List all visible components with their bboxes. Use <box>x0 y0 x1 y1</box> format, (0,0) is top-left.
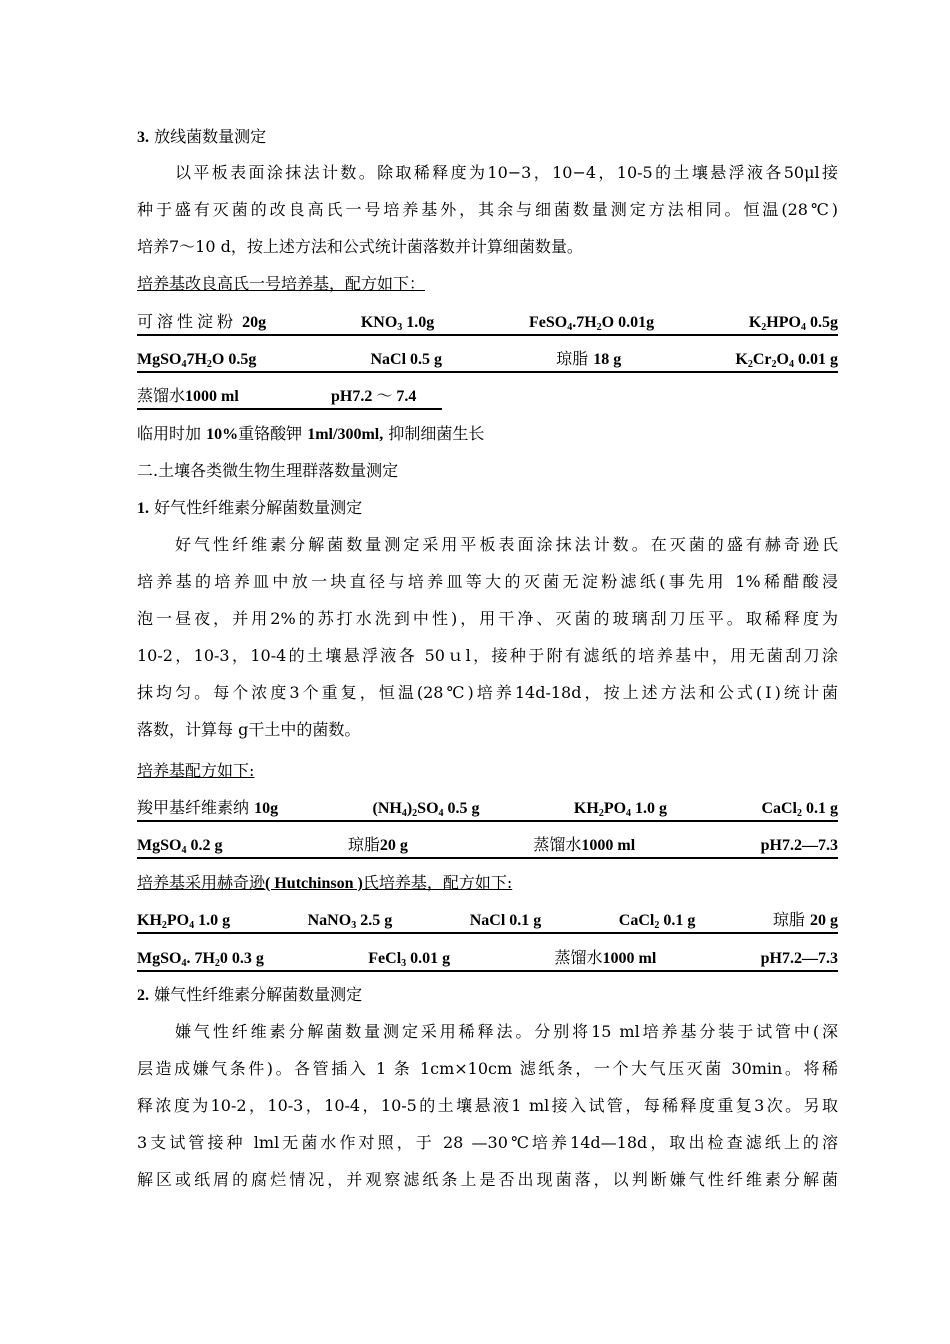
formula-item: 蒸馏水1000 ml <box>137 386 239 405</box>
subheading-1: 1. 好气性纤维素分解菌数量测定 <box>137 498 363 517</box>
paragraph-line: 好气性纤维素分解菌数量测定采用平板表面涂抹法计数。在灭菌的盛有赫奇逊氏 <box>175 535 838 554</box>
paragraph-line: 层造成嫌气条件)。各管插入 1 条 1cm×10cm 滤纸条，一个大气压灭菌 30min。将稀 <box>137 1059 838 1078</box>
formula-item: NaCl 0.1 g <box>469 912 542 929</box>
formula-item: NaNO$_3$ 2.5 g <box>307 912 393 931</box>
heading-text: 放线菌数量测定 <box>154 127 267 146</box>
paragraph-line: 3支试管接种 lml无菌水作对照，于 28 —30℃培养14d—18d，取出检查滤纸上的溶 <box>137 1133 838 1152</box>
paragraph-line: 种于盛有灭菌的改良高氏一号培养基外，其余与细菌数量测定方法相同。恒温(28℃) <box>137 200 838 219</box>
paragraph-line: 解区或纸屑的腐烂情况，并观察滤纸条上是否出现菌落，以判断嫌气性纤维素分解菌 <box>137 1170 838 1189</box>
formula-item: 羧甲基纤维素纳 10g <box>137 798 279 817</box>
formula-item: $K_2Cr_2O_4$ 0.01 g <box>735 351 838 370</box>
paragraph-line: 培养7～10 d，按上述方法和公式统计菌落数并计算细菌数量。 <box>137 237 583 256</box>
formula-item: 蒸馏水1000 ml <box>533 835 636 854</box>
formula-item: 琼脂 20 g <box>772 910 838 929</box>
formula-item: 可溶性淀粉 20g <box>137 312 267 331</box>
formula-item: $KH_2PO_4$ 1.0 g <box>137 912 231 931</box>
medium-title <box>137 273 838 297</box>
formula-item: pH7.2—7.3 <box>760 950 838 967</box>
formula-row <box>137 796 838 822</box>
formula-row <box>137 310 838 336</box>
formula-item: MgSO$_4$ 0.2 g <box>137 837 223 856</box>
formula-item: $KNO_3$ 1.0g <box>360 314 435 333</box>
medium-title: 培养基配方如下: <box>137 761 255 780</box>
paragraph-line: 嫌气性纤维素分解菌数量测定采用稀释法。分别将15 ml培养基分装于试管中(深 <box>175 1022 838 1041</box>
formula-item: FeCl$_3$ 0.01 g <box>368 950 451 969</box>
section-heading-3 <box>137 126 838 150</box>
formula-item: NaCl 0.5 g <box>370 351 443 368</box>
formula-item: CaCl$_2$ 0.1 g <box>761 800 838 819</box>
formula-item: $(NH_4)_2SO_4$ 0.5 g <box>372 800 480 819</box>
heading-number: 3. <box>137 129 149 146</box>
paragraph-line: 以平板表面涂抹法计数。除取稀释度为10−3，10−4，10-5的土壤悬浮液各50μl接 <box>175 163 838 182</box>
formula-item: 琼脂 18 g <box>556 349 622 368</box>
formula-item: $FeSO_4.7H_2O$ 0.01g <box>529 314 655 333</box>
formula-item: MgSO$_4$. $7H_20$ 0.3 g <box>137 950 264 969</box>
formula-item: $K_2HPO_4$ 0.5g <box>748 314 838 333</box>
paragraph-line: 泡一昼夜，并用2%的苏打水洗到中性)，用干净、灭菌的玻璃刮刀压平。取稀释度为 <box>137 609 838 628</box>
formula-item: 琼脂20 g <box>347 835 408 854</box>
note-line: 临用时加 10%重铬酸钾 1ml/300ml, 抑制细菌生长 <box>137 424 485 443</box>
paragraph-line: 释浓度为10-2，10-3，10-4，10-5的土壤悬液1 ml接入试管，每稀释度重复3次。另取 <box>137 1096 838 1115</box>
formula-item: CaCl$_2$ 0.1 g <box>618 912 696 931</box>
formula-row <box>137 908 838 934</box>
paragraph-line: 10-2，10-3，10-4的土壤悬浮液各 50ｕl，接种于附有滤纸的培养基中，用无菌刮刀涂 <box>137 646 838 665</box>
formula-row <box>137 347 838 373</box>
subheading-2: 2. 嫌气性纤维素分解菌数量测定 <box>137 985 363 1004</box>
formula-item: pH7.2—7.3 <box>760 837 838 854</box>
paragraph-line: 培养基的培养皿中放一块直径与培养皿等大的灭菌无淀粉滤纸(事先用 1%稀醋酸浸 <box>137 572 838 591</box>
formula-row <box>137 946 838 972</box>
formula-row <box>137 384 442 410</box>
medium-title-text: 培养基改良高氏一号培养基，配方如下： <box>137 274 426 293</box>
formula-row <box>137 833 838 859</box>
formula-item: pH7.2 ～ 7.4 <box>331 388 417 405</box>
section-heading-2: 二.土壤各类微生物生理群落数量测定 <box>137 461 399 480</box>
formula-item: 蒸馏水1000 ml <box>554 948 657 967</box>
paragraph-line: 抹均匀。每个浓度3个重复，恒温(28℃)培养14d-18d，按上述方法和公式(Ⅰ)统计菌 <box>137 683 838 702</box>
hutchinson-title: 培养基采用赫奇逊( Hutchinson )氏培养基，配方如下: <box>137 873 513 892</box>
paragraph-line: 落数，计算每 g干土中的菌数。 <box>137 720 361 739</box>
formula-item: $KH_2PO_4$ 1.0 g <box>573 800 668 819</box>
formula-item: $MgSO_47H_2O$ 0.5g <box>137 351 257 370</box>
